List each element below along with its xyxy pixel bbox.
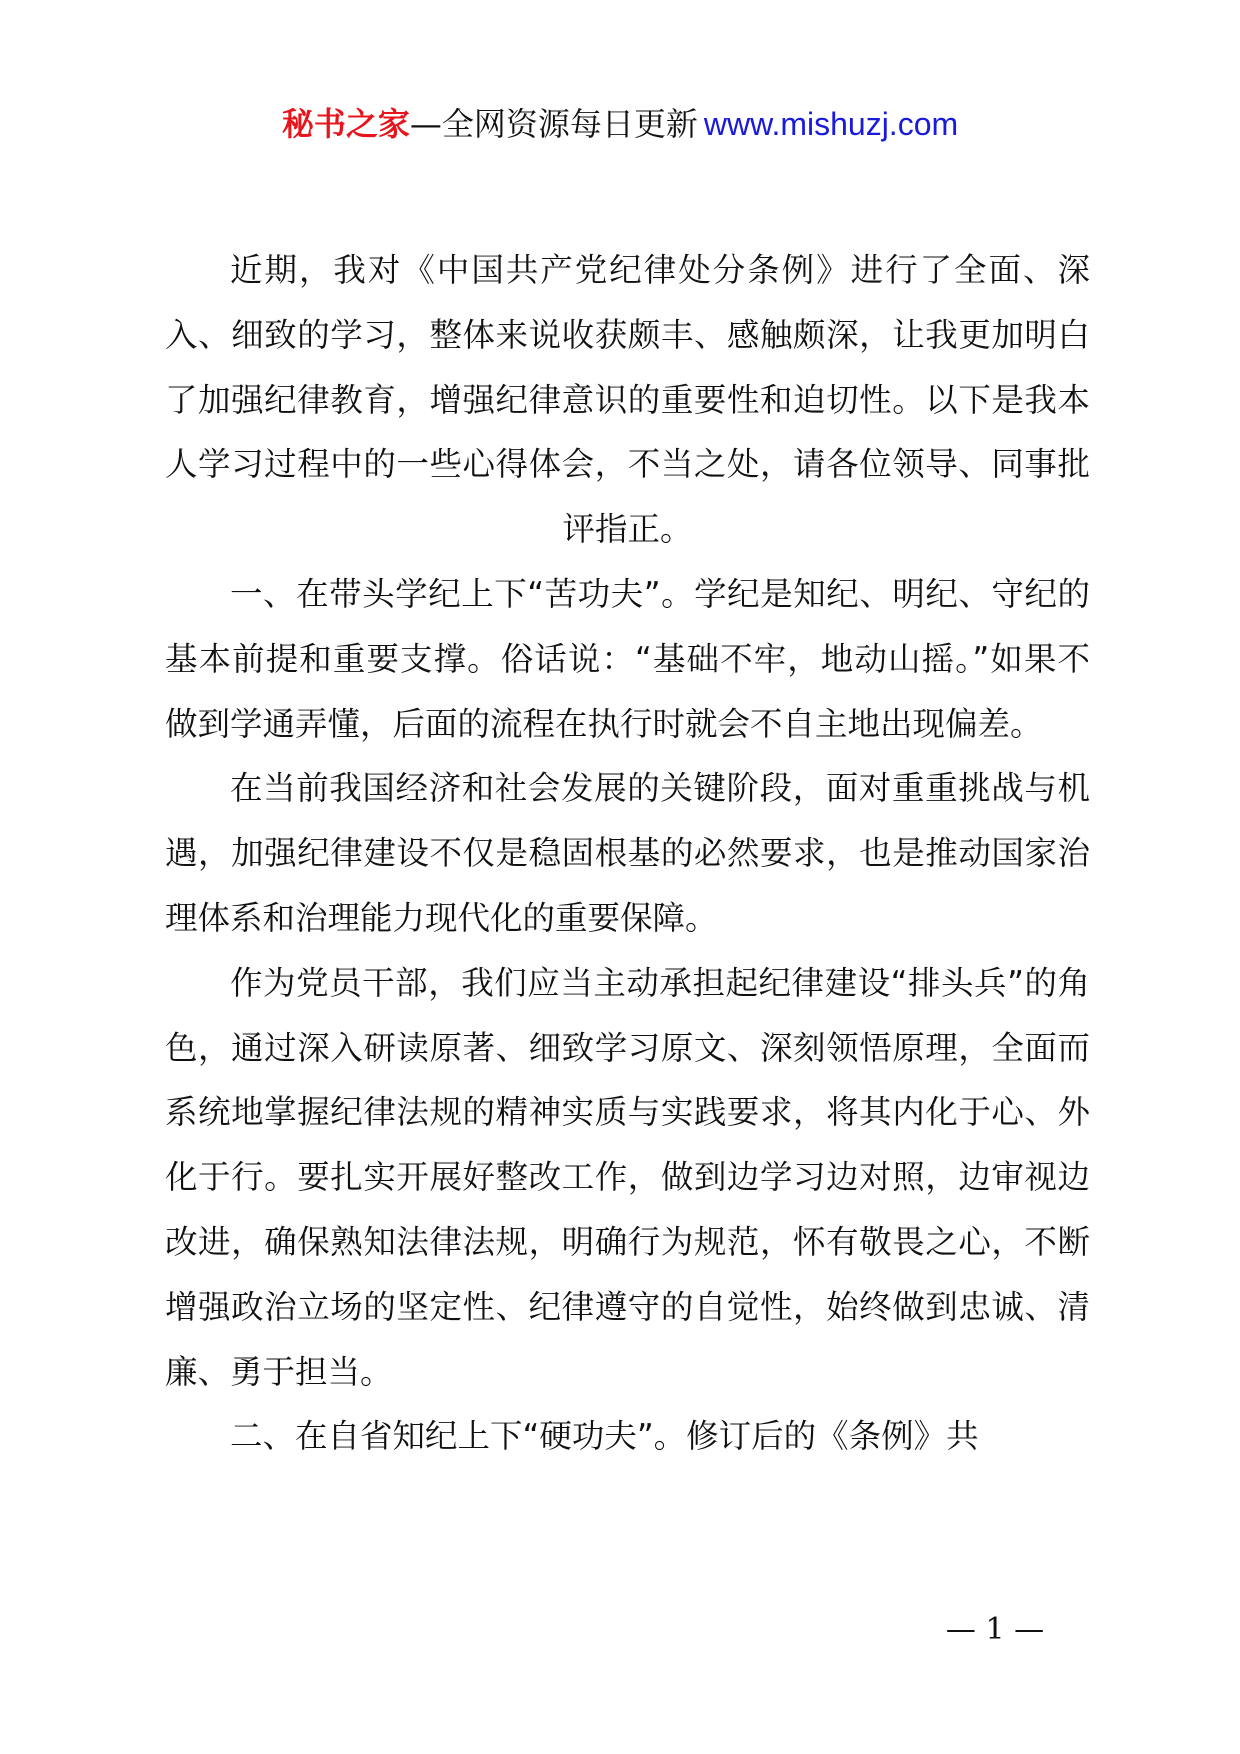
site-header — [0, 98, 1240, 150]
body-paragraph: 在当前我国经济和社会发展的关键阶段，面对重重挑战与机遇，加强纪律建设不仅是稳固根基的必然要求，也是推动国家治理体系和治理能力现代化的重要保障。 — [165, 769, 1090, 937]
section-one-paragraph: 一、在带头学纪上下“苦功夫”。学纪是知纪、明纪、守纪的基本前提和重要支撑。俗话说：“基础不牢，地动山摇。”如果不做到学通弄懂，后面的流程在执行时就会不自主地出现偏差。 — [165, 574, 1090, 743]
intro-paragraph: 近期，我对《中国共产党纪律处分条例》进行了全面、深入、细致的学习，整体来说收获颇丰、感触颇深，让我更加明白了加强纪律教育，增强纪律意识的重要性和迫切性。以下是我本人学习过程中的一些心得体会，不当之处，请各位领导、同事批评指正。 — [165, 251, 1090, 549]
page-number: — 1 — — [945, 1612, 1045, 1647]
site-url-link[interactable]: www.mishuzj.com — [703, 106, 959, 142]
body-paragraph: 作为党员干部，我们应当主动承担起纪律建设“排头兵”的角色，通过深入研读原著、细致学习原文、深刻领悟原理，全面而系统地掌握纪律法规的精神实质与实践要求，将其内化于心、外化于行。要扎实开展好整改工作，做到边学习边对照，边审视边改进，确保熟知法律法规，明确行为规范，怀有敬畏之心，不断增强政治立场的坚定性、纪律遵守的自觉性，始终做到忠诚、清廉、勇于担当。 — [165, 963, 1090, 1391]
document-body — [165, 238, 1090, 1469]
header-slogan: —全网资源每日更新 — [409, 105, 698, 143]
section-two-paragraph: 二、在自省知纪上下“硬功夫”。修订后的《条例》共 — [230, 1417, 979, 1456]
brand-name: 秘书之家 — [281, 105, 410, 143]
